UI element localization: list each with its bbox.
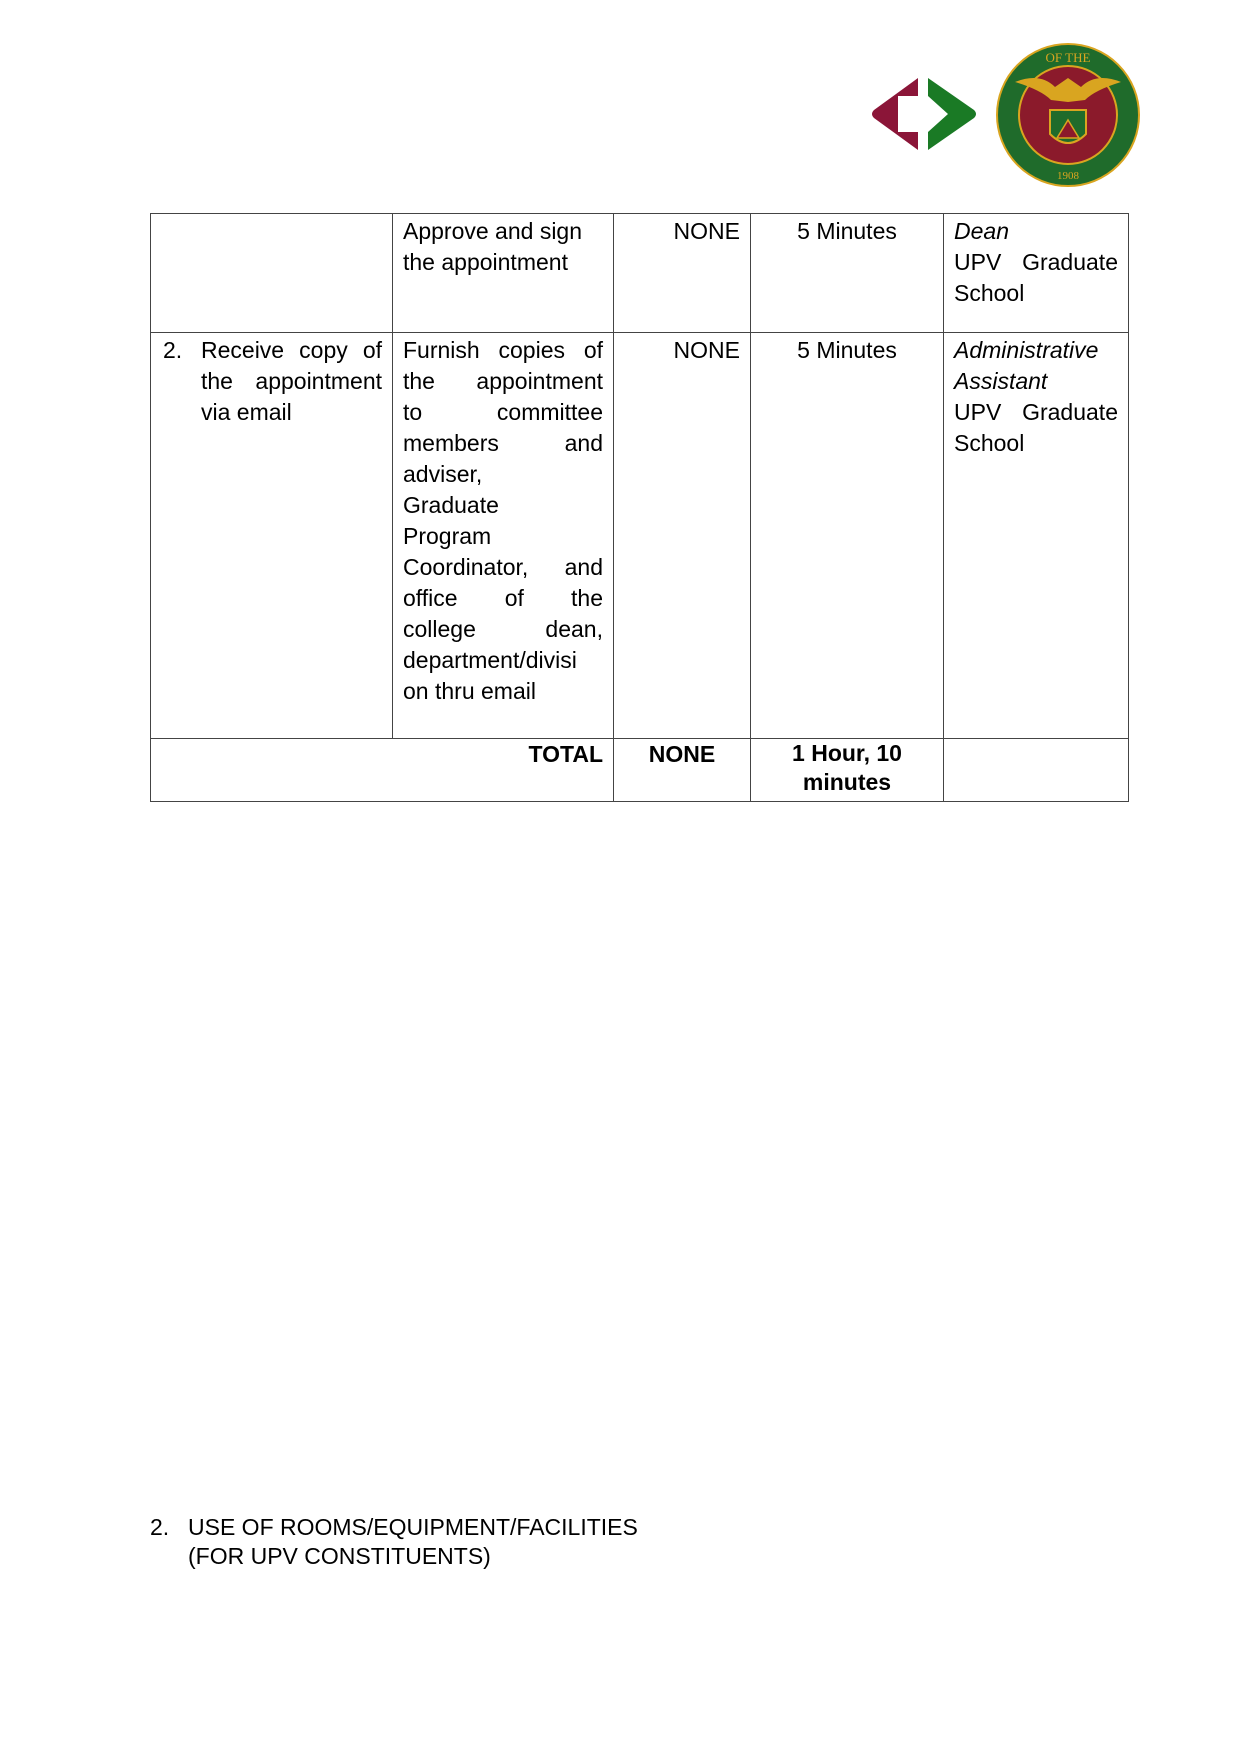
client-step-cell (151, 333, 393, 739)
total-time-line: minutes (802, 769, 892, 795)
agency-action-line: adviser, (403, 461, 483, 487)
total-person-cell (944, 739, 1129, 802)
section-title-line: (FOR UPV CONSTITUENTS) (188, 1543, 491, 1569)
agency-action-line: the appointment (403, 368, 603, 394)
person-responsible-cell (944, 214, 1129, 333)
total-label: TOTAL (528, 741, 603, 767)
agency-action-line: Program (403, 523, 492, 549)
upv-arrows-logo-icon (870, 74, 980, 154)
agency-action-line: to committee (403, 399, 603, 425)
person-responsible-cell (944, 333, 1129, 739)
person-office: UPV Graduate School (954, 249, 1118, 306)
total-label-cell (151, 739, 614, 802)
agency-action-line: Furnish copies of (403, 337, 603, 363)
agency-action-text: Approve and sign the appointment (403, 218, 583, 275)
svg-text:OF THE: OF THE (1045, 50, 1091, 65)
agency-action-line: members and (403, 430, 603, 456)
client-step-cell (151, 214, 393, 333)
agency-action-cell (393, 214, 614, 333)
agency-action-line: on thru email (403, 678, 536, 704)
table-row (151, 214, 1129, 333)
fees-cell (614, 214, 751, 333)
agency-action-line: Graduate (403, 492, 499, 518)
section-heading (150, 1513, 638, 1571)
processing-time-value: 5 Minutes (797, 218, 897, 244)
table-row (151, 333, 1129, 739)
processing-time-value: 5 Minutes (797, 337, 897, 363)
total-row (151, 739, 1129, 802)
fees-value: NONE (673, 337, 740, 363)
agency-action-line: college dean, (403, 616, 603, 642)
total-time-cell (751, 739, 944, 802)
processing-time-cell (751, 333, 944, 739)
agency-action-cell (393, 333, 614, 739)
total-fees-cell (614, 739, 751, 802)
section-title-line: USE OF ROOMS/EQUIPMENT/FACILITIES (188, 1514, 638, 1540)
person-role: Administrative Assistant (954, 337, 1099, 394)
step-number: 2. (163, 337, 183, 363)
svg-text:1908: 1908 (1057, 170, 1079, 182)
up-seal-icon (995, 42, 1141, 188)
agency-action-line: office of the (403, 585, 603, 611)
agency-action-line: Coordinator, and (403, 554, 603, 580)
process-table (150, 213, 1129, 802)
fees-cell (614, 333, 751, 739)
total-time-line: 1 Hour, 10 (792, 740, 902, 766)
section-number: 2. (150, 1514, 170, 1540)
fees-value: NONE (673, 218, 740, 244)
client-step-text: Receive copy of the appointment via email (201, 337, 382, 425)
agency-action-line: department/divisi (403, 647, 577, 673)
person-role: Dean (954, 218, 1009, 244)
header-logos (860, 40, 1140, 190)
total-fees: NONE (648, 741, 716, 767)
person-office: UPV Graduate School (954, 399, 1118, 456)
processing-time-cell (751, 214, 944, 333)
